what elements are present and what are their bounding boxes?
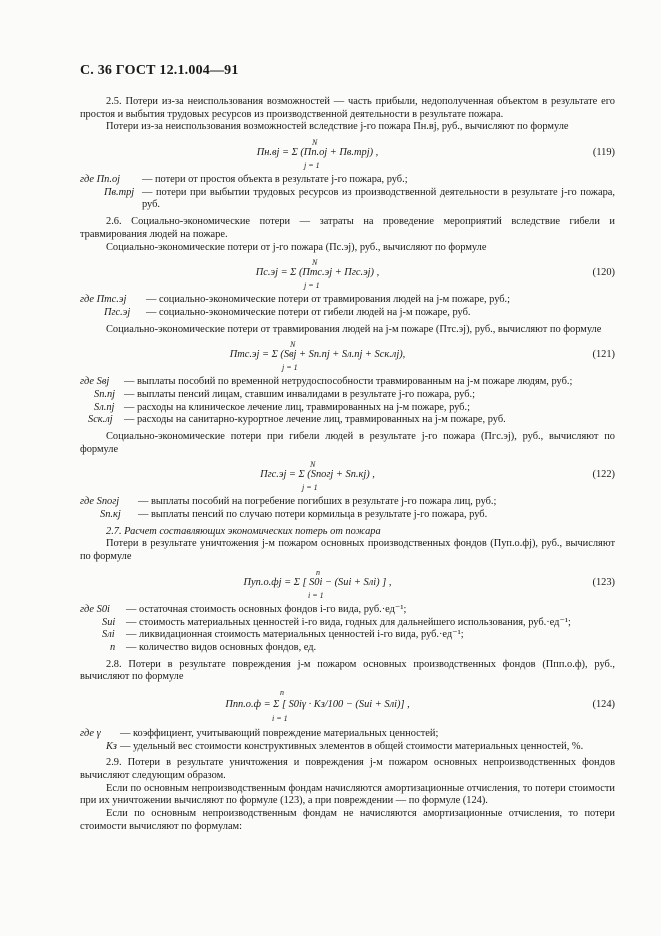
- sum-upper-limit: N: [312, 258, 318, 268]
- sum-lower-limit: j = 1: [282, 363, 298, 373]
- definition-item: [80, 187, 615, 212]
- definition-symbol: где S0i: [80, 603, 110, 615]
- definitions-121: [80, 376, 615, 427]
- formula-expression: Пн.вj = Σ (Пп.оj + Пв.трj) ,: [256, 147, 379, 159]
- definition-symbol: n: [110, 641, 116, 653]
- sum-upper-limit: n: [280, 687, 284, 697]
- definition-symbol: Kз: [106, 740, 117, 752]
- formula-number: (124): [592, 698, 615, 710]
- definition-item: [80, 741, 615, 754]
- definition-text: — выплаты пенсий по случаю потери кормильца в результате j-го пожара, руб.: [138, 509, 488, 521]
- definition-item: [80, 496, 615, 509]
- definition-item: [80, 509, 615, 522]
- formula-number: (120): [592, 267, 615, 279]
- definition-symbol: Sл.пj: [94, 401, 115, 413]
- page-header: С. 36 ГОСТ 12.1.004—91: [80, 63, 239, 78]
- definition-text: — социально-экономические потери от гибели людей на j-м пожаре, руб.: [146, 306, 471, 318]
- definition-item: [80, 307, 615, 320]
- paragraph-2-9-non-amortized: Если по основным непроизводственным фондам не начисляются амортизационные отчисления, то потери стоимости вычисляют по формулам:: [80, 808, 615, 832]
- formula-expression: Пгс.эj = Σ (Sпогj + Sп.кj) ,: [260, 469, 375, 481]
- paragraph-2-9-amortized: Если по основным непроизводственным фондам начисляются амортизационные отчисления, то потери стоимости при их уничтожении вычисляют по формуле (123), а при повреждении — по формуле (124).: [80, 782, 615, 807]
- definition-symbol: где γ: [80, 727, 101, 739]
- definition-text: — выплаты пособий на погребение погибших в результате j-го пожара лиц, руб.;: [138, 496, 497, 508]
- paragraph-2-6: 2.6. Социально-экономические потери — затраты на проведение мероприятий вследствие гибели и травмирования людей на пожаре.: [80, 216, 615, 240]
- definitions-123: [80, 604, 615, 655]
- paragraph-2-9: 2.9. Потери в результате уничтожения и повреждения j-м пожаром основных непроизводственных фондов вычисляют следующим образом.: [80, 757, 615, 781]
- paragraph-122-intro: Социально-экономические потери при гибели людей в результате j-го пожара (Пгс.эj), руб., вычисляют по формуле: [80, 431, 615, 455]
- definition-text: — социально-экономические потери от травмирования людей на j-м пожаре, руб.;: [146, 294, 511, 306]
- definition-symbol: где Sвj: [80, 376, 110, 388]
- paragraph-2-7: Потери в результате уничтожения j-м пожаром основных производственных фондов (Пуп.о.фj), руб., вычисляют по формуле: [80, 538, 615, 563]
- formula-number: (122): [592, 469, 615, 481]
- definition-text: — коэффициент, учитывающий повреждение материальных ценностей;: [120, 727, 439, 739]
- formula-expression: Пуп.о.фj = Σ [ S0i − (Sиi + Sлi) ] ,: [243, 576, 392, 588]
- definition-item: [80, 174, 615, 187]
- paragraph-2-6-formula-intro: Социально-экономические потери от j-го пожара (Пс.эj), руб., вычисляют по формуле: [106, 241, 487, 253]
- paragraph-2-5-formula-intro: Потери из-за неиспользования возможностей вследствие j-го пожара Пн.вj, руб., вычисляют по формуле: [106, 121, 569, 133]
- formula-124: [80, 688, 615, 724]
- definition-item: [80, 402, 615, 415]
- formula-number: (121): [592, 349, 615, 361]
- formula-expression: Пс.эj = Σ (Птс.эj + Пгс.эj) ,: [255, 267, 380, 279]
- definition-item: [80, 294, 615, 307]
- formula-expression: Ппп.о.ф = Σ [ S0iγ · Kз/100 − (Sиi + Sлi)] ,: [225, 698, 410, 710]
- definition-item: [80, 728, 615, 741]
- sum-lower-limit: j = 1: [302, 483, 318, 493]
- definition-item: [80, 617, 615, 630]
- definition-text: — выплаты пенсий лицам, ставшим инвалидами в результате j-го пожара, руб.;: [124, 388, 476, 400]
- definition-item: [80, 414, 615, 427]
- sum-lower-limit: j = 1: [304, 281, 320, 291]
- definition-symbol: Sп.пj: [94, 388, 116, 400]
- formula-119: [80, 138, 615, 170]
- document-body: [80, 96, 615, 833]
- definition-symbol: где Sпогj: [80, 496, 120, 508]
- formula-120: [80, 258, 615, 290]
- definition-text: — расходы на клиническое лечение лиц, травмированных на j-м пожаре, руб.;: [124, 401, 470, 413]
- paragraph-121-intro: Социально-экономические потери от травмирования людей на j-м пожаре (Птс.эj), руб., вычисляют по формуле: [106, 323, 602, 335]
- definition-text: — потери при выбытии трудовых ресурсов из производственной деятельности в результате j-го пожара, руб.: [142, 186, 615, 211]
- definition-item: [80, 642, 615, 655]
- formula-expression: Птс.эj = Σ (Sвj + Sп.пj + Sл.пj + Sск.лj),: [229, 349, 406, 361]
- sum-upper-limit: n: [316, 567, 320, 577]
- definition-text: — расходы на санитарно-курортное лечение лиц, травмированных на j-м пожаре, руб.: [124, 414, 506, 426]
- formula-number: (123): [592, 576, 615, 588]
- definition-text: — потери от простоя объекта в результате j-го пожара, руб.;: [142, 174, 408, 186]
- sum-upper-limit: N: [310, 460, 316, 470]
- definition-item: [80, 629, 615, 642]
- formula-number: (119): [592, 147, 615, 159]
- definition-symbol: Sлi: [102, 629, 115, 641]
- definition-symbol: Пгс.эj: [104, 306, 131, 318]
- definition-symbol: Sск.лj: [88, 414, 113, 426]
- definition-text: — остаточная стоимость основных фондов i-го вида, руб.·ед⁻¹;: [126, 603, 407, 615]
- definition-symbol: где Пп.оj: [80, 174, 121, 186]
- definition-text: — ликвидационная стоимость материальных ценностей i-го вида, руб.·ед⁻¹;: [126, 629, 464, 641]
- sum-upper-limit: N: [290, 340, 296, 350]
- definitions-122: [80, 496, 615, 521]
- definition-symbol: где Птс.эj: [80, 294, 127, 306]
- sum-lower-limit: j = 1: [304, 161, 320, 171]
- definitions-124: [80, 728, 615, 753]
- definition-text: — количество видов основных фондов, ед.: [126, 641, 317, 653]
- definitions-120: [80, 294, 615, 319]
- formula-123: [80, 568, 615, 600]
- definition-item: [80, 376, 615, 389]
- definition-text: — стоимость материальных ценностей i-го вида, годных для дальнейшего использования, руб.·ед⁻¹;: [126, 616, 571, 628]
- definition-symbol: Пв.трj: [104, 186, 135, 198]
- paragraph-2-5: 2.5. Потери из-за неиспользования возможностей — часть прибыли, недополученная объектом в результате его простоя и выбытия трудовых ресурсов из производственной деятельности в результате пожара.: [80, 96, 615, 120]
- definition-text: — выплаты пособий по временной нетрудоспособности травмированным на j-м пожаре людям, руб.;: [124, 376, 573, 388]
- definition-item: [80, 389, 615, 402]
- formula-121: [80, 340, 615, 372]
- definition-symbol: Sиi: [102, 616, 116, 628]
- definition-symbol: Sп.кj: [100, 509, 121, 521]
- paragraph-2-8: 2.8. Потери в результате повреждения j-м пожаром основных производственных фондов (Ппп.о.ф), руб., вычисляют по формуле: [80, 658, 615, 683]
- formula-122: [80, 460, 615, 492]
- sum-lower-limit: i = 1: [272, 713, 288, 723]
- sum-upper-limit: N: [312, 138, 318, 148]
- definition-text: — удельный вес стоимости конструктивных элементов в общей стоимости материальных ценностей, %.: [120, 740, 584, 752]
- definition-item: [80, 604, 615, 617]
- sum-lower-limit: i = 1: [308, 590, 324, 600]
- section-2-7-heading: 2.7. Расчет составляющих экономических потерь от пожара: [106, 525, 381, 537]
- definitions-119: [80, 174, 615, 212]
